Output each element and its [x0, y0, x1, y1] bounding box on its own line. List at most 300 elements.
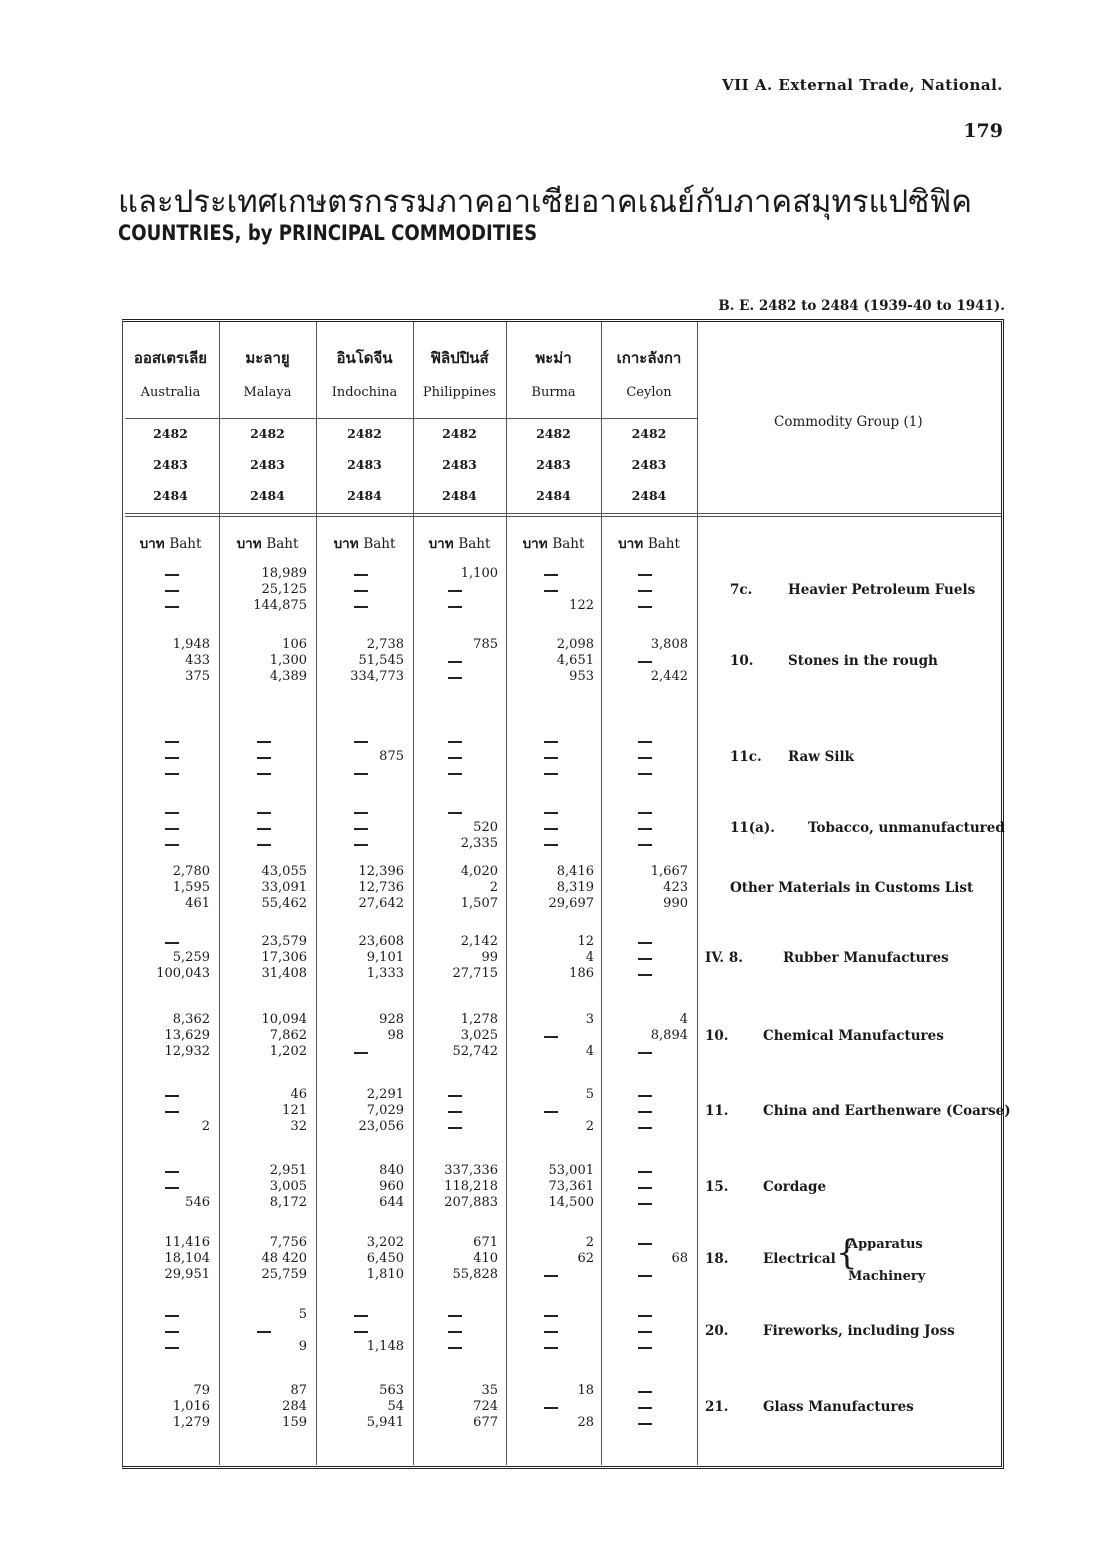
- dash-cell: [448, 590, 462, 592]
- dash-cell: [165, 942, 179, 944]
- dash-cell: [354, 1331, 368, 1333]
- commodity-code: 15.: [705, 1179, 729, 1195]
- table-cell: 2,142: [460, 934, 498, 949]
- dash-cell: [638, 574, 652, 576]
- dash-cell: [448, 812, 462, 814]
- commodity-group-header: Commodity Group (1): [774, 414, 923, 430]
- table-cell: 99: [481, 950, 498, 965]
- dash-cell: [638, 1331, 652, 1333]
- table-cell: 43,055: [261, 864, 307, 879]
- column-header-english: Burma: [531, 385, 576, 400]
- dash-cell: [354, 1052, 368, 1054]
- unit-thai: บาท: [236, 536, 267, 552]
- table-cell: 2,291: [366, 1087, 404, 1102]
- commodity-label: [705, 1323, 955, 1339]
- unit-label: [316, 532, 413, 554]
- dash-cell: [638, 757, 652, 759]
- table-cell: 7,029: [366, 1103, 404, 1118]
- column-header-english: Indochina: [331, 385, 398, 400]
- dash-cell: [544, 1347, 558, 1349]
- dash-cell: [448, 773, 462, 775]
- table-cell: 410: [473, 1251, 498, 1266]
- table-cell: 960: [379, 1179, 404, 1194]
- column-header-thai: พะม่า: [535, 349, 572, 367]
- commodity-code: 21.: [705, 1399, 729, 1415]
- title-thai: และประเทศเกษตรกรรมภาคอาเซียอาคเณย์กับภาคสมุทรแปซิฟิค: [118, 184, 972, 220]
- commodity-label: [705, 1179, 826, 1195]
- table-cell: 9: [298, 1339, 307, 1354]
- dash-cell: [354, 574, 368, 576]
- commodity-code: 11.: [705, 1103, 729, 1119]
- table-cell: 11,416: [164, 1235, 210, 1250]
- table-cell: 14,500: [548, 1195, 594, 1210]
- dash-cell: [638, 974, 652, 976]
- table-cell: 9,101: [366, 950, 404, 965]
- table-cell: 23,579: [261, 934, 307, 949]
- dash-cell: [165, 741, 179, 743]
- dash-cell: [544, 844, 558, 846]
- table-cell: 1,016: [172, 1399, 210, 1414]
- table-cell: 1,279: [172, 1415, 210, 1430]
- dash-cell: [638, 1171, 652, 1173]
- table-cell: 28: [577, 1415, 594, 1430]
- table-cell: 3,808: [650, 637, 688, 652]
- commodity-label: [730, 880, 973, 896]
- table-cell: 159: [282, 1415, 307, 1430]
- commodity-label: [730, 749, 854, 765]
- table-cell: 79: [193, 1383, 210, 1398]
- table-cell: 17,306: [261, 950, 307, 965]
- running-head: VII A. External Trade, National.: [721, 76, 1003, 94]
- table-cell: 644: [379, 1195, 404, 1210]
- table-cell: 29,697: [548, 896, 594, 911]
- dash-cell: [638, 958, 652, 960]
- table-cell: 87: [290, 1383, 307, 1398]
- commodity-name: Raw Silk: [788, 749, 854, 765]
- dash-cell: [638, 1423, 652, 1425]
- commodity-name: Stones in the rough: [788, 653, 938, 669]
- table-cell: 10,094: [261, 1012, 307, 1027]
- unit-thai: บาท: [522, 536, 553, 552]
- commodity-code: 18.: [705, 1251, 729, 1267]
- dash-cell: [257, 741, 271, 743]
- table-cell: 8,319: [556, 880, 594, 895]
- table-cell: 2,780: [172, 864, 210, 879]
- table-cell: 724: [473, 1399, 498, 1414]
- commodity-label: [705, 1399, 914, 1415]
- table-cell: 55,828: [452, 1267, 498, 1282]
- table-cell: 98: [387, 1028, 404, 1043]
- table-cell: 186: [569, 966, 594, 981]
- table-cell: 5: [298, 1307, 307, 1322]
- table-cell: 27,642: [358, 896, 404, 911]
- table-cell: 54: [387, 1399, 404, 1414]
- commodity-name: Cordage: [763, 1179, 827, 1195]
- dash-cell: [544, 773, 558, 775]
- dash-cell: [448, 741, 462, 743]
- dash-cell: [165, 757, 179, 759]
- dash-cell: [638, 828, 652, 830]
- unit-english: Baht: [169, 536, 202, 552]
- column-header-thai: อินโดจีน: [336, 349, 393, 367]
- dash-cell: [448, 1331, 462, 1333]
- dash-cell: [638, 1203, 652, 1205]
- table-cell: 1,148: [366, 1339, 404, 1354]
- table-cell: 2,738: [366, 637, 404, 652]
- column-header-thai: เกาะลังกา: [616, 349, 682, 367]
- table-cell: 3,202: [366, 1235, 404, 1250]
- table-cell: 875: [379, 749, 404, 764]
- table-cell: 461: [185, 896, 210, 911]
- commodity-subitem: Apparatus: [848, 1237, 923, 1252]
- table-cell: 546: [185, 1195, 210, 1210]
- commodity-code: 10.: [730, 653, 754, 669]
- dash-cell: [638, 741, 652, 743]
- table-cell: 4: [585, 950, 594, 965]
- table-cell: 68: [671, 1251, 688, 1266]
- commodity-label: [730, 582, 975, 598]
- table-cell: 520: [473, 820, 498, 835]
- table-cell: 52,742: [452, 1044, 498, 1059]
- commodity-code: 11c.: [730, 749, 762, 765]
- dash-cell: [165, 773, 179, 775]
- dash-cell: [544, 574, 558, 576]
- dash-cell: [165, 1111, 179, 1113]
- table-cell: 8,416: [556, 864, 594, 879]
- table-cell: 785: [473, 637, 498, 652]
- unit-english: Baht: [266, 536, 299, 552]
- dash-cell: [638, 606, 652, 608]
- dash-cell: [165, 574, 179, 576]
- table-cell: 27,715: [452, 966, 498, 981]
- column-divider: [697, 322, 698, 1465]
- table-cell: 33,091: [261, 880, 307, 895]
- dash-cell: [448, 757, 462, 759]
- table-cell: 46: [290, 1087, 307, 1102]
- unit-english: Baht: [647, 536, 680, 552]
- dash-cell: [448, 1111, 462, 1113]
- table-cell: 4: [679, 1012, 688, 1027]
- year-label: 2482: [536, 426, 571, 441]
- dash-cell: [638, 1111, 652, 1113]
- table-cell: 1,948: [172, 637, 210, 652]
- table-cell: 3,025: [460, 1028, 498, 1043]
- dash-cell: [165, 812, 179, 814]
- table-cell: 1,810: [366, 1267, 404, 1282]
- table-cell: 423: [663, 880, 688, 895]
- dash-cell: [638, 661, 652, 663]
- year-label: 2484: [153, 488, 188, 503]
- dash-cell: [544, 1275, 558, 1277]
- year-label: 2484: [442, 488, 477, 503]
- table-cell: 4,651: [556, 653, 594, 668]
- dash-cell: [354, 741, 368, 743]
- table-cell: 3,005: [269, 1179, 307, 1194]
- commodity-label: [705, 1251, 836, 1267]
- column-header-thai: ออสเตรเลีย: [133, 349, 208, 367]
- table-cell: 23,608: [358, 934, 404, 949]
- table-cell: 13,629: [164, 1028, 210, 1043]
- dash-cell: [354, 828, 368, 830]
- table-cell: 2: [585, 1235, 594, 1250]
- table-cell: 1,100: [460, 566, 498, 581]
- table-cell: 23,056: [358, 1119, 404, 1134]
- dash-cell: [354, 773, 368, 775]
- dash-cell: [448, 661, 462, 663]
- commodity-name: Electrical: [763, 1251, 836, 1267]
- table-cell: 2: [489, 880, 498, 895]
- year-label: 2483: [442, 457, 477, 472]
- commodity-label: [730, 820, 1005, 836]
- table-cell: 563: [379, 1383, 404, 1398]
- table-cell: 18: [577, 1383, 594, 1398]
- commodity-code: IV. 8.: [705, 950, 743, 966]
- table-cell: 8,172: [269, 1195, 307, 1210]
- dash-cell: [544, 1111, 558, 1113]
- commodity-label: [730, 653, 938, 669]
- table-cell: 2,442: [650, 669, 688, 684]
- table-cell: 121: [282, 1103, 307, 1118]
- table-cell: 29,951: [164, 1267, 210, 1282]
- table-cell: 4: [585, 1044, 594, 1059]
- dash-cell: [165, 1347, 179, 1349]
- commodity-name: China and Earthenware (Coarse): [763, 1103, 1011, 1119]
- dash-cell: [638, 1187, 652, 1189]
- dash-cell: [638, 1391, 652, 1393]
- table-cell: 118,218: [444, 1179, 498, 1194]
- table-cell: 5,941: [366, 1415, 404, 1430]
- table-cell: 35: [481, 1383, 498, 1398]
- column-header-english: Malaya: [243, 385, 292, 400]
- table-cell: 433: [185, 653, 210, 668]
- unit-english: Baht: [552, 536, 585, 552]
- table-cell: 953: [569, 669, 594, 684]
- dash-cell: [165, 844, 179, 846]
- table-cell: 12: [577, 934, 594, 949]
- commodity-code: 7c.: [730, 582, 753, 598]
- dash-cell: [257, 757, 271, 759]
- dash-cell: [165, 1331, 179, 1333]
- commodity-label: [705, 1103, 1011, 1119]
- table-cell: 31,408: [261, 966, 307, 981]
- unit-english: Baht: [458, 536, 491, 552]
- commodity-name: Fireworks, including Joss: [763, 1323, 955, 1339]
- column-header-thai: มะลายู: [245, 349, 290, 367]
- table-cell: 334,773: [350, 669, 404, 684]
- dash-cell: [638, 1407, 652, 1409]
- table-cell: 12,396: [358, 864, 404, 879]
- table-cell: 2,951: [269, 1163, 307, 1178]
- dash-cell: [257, 773, 271, 775]
- column-header-thai: ฟิลิปปินส์: [430, 349, 489, 367]
- table-cell: 2: [201, 1119, 210, 1134]
- commodity-code: 10.: [705, 1028, 729, 1044]
- year-label: 2483: [347, 457, 382, 472]
- table-cell: 1,507: [460, 896, 498, 911]
- commodity-name: Chemical Manufactures: [763, 1028, 944, 1044]
- table-cell: 1,333: [366, 966, 404, 981]
- unit-thai: บาท: [618, 536, 648, 552]
- dash-cell: [638, 1347, 652, 1349]
- table-cell: 51,545: [358, 653, 404, 668]
- table-cell: 2,098: [556, 637, 594, 652]
- dash-cell: [448, 1127, 462, 1129]
- table-cell: 100,043: [156, 966, 210, 981]
- dash-cell: [165, 590, 179, 592]
- table-cell: 1,202: [269, 1044, 307, 1059]
- unit-english: Baht: [363, 536, 396, 552]
- year-label: 2482: [347, 426, 382, 441]
- table-cell: 144,875: [253, 598, 307, 613]
- commodity-label: [705, 1028, 944, 1044]
- dash-cell: [544, 757, 558, 759]
- table-cell: 25,125: [261, 582, 307, 597]
- table-cell: 1,300: [269, 653, 307, 668]
- unit-label: [601, 532, 697, 554]
- dash-cell: [257, 828, 271, 830]
- dash-cell: [165, 1187, 179, 1189]
- unit-thai: บาท: [139, 536, 170, 552]
- year-label: 2484: [250, 488, 285, 503]
- dash-cell: [354, 1315, 368, 1317]
- table-cell: 73,361: [548, 1179, 594, 1194]
- page-number: 179: [963, 120, 1003, 142]
- dash-cell: [544, 1036, 558, 1038]
- table-cell: 106: [282, 637, 307, 652]
- table-cell: 1,595: [172, 880, 210, 895]
- dash-cell: [165, 828, 179, 830]
- commodity-name: Other Materials in Customs List: [730, 880, 974, 896]
- year-label: 2482: [153, 426, 188, 441]
- commodity-code: 20.: [705, 1323, 729, 1339]
- dash-cell: [257, 844, 271, 846]
- dash-cell: [354, 844, 368, 846]
- dash-cell: [354, 812, 368, 814]
- year-label: 2484: [347, 488, 382, 503]
- dash-cell: [638, 1095, 652, 1097]
- commodity-name: Tobacco, unmanufactured: [808, 820, 1005, 836]
- table-cell: 8,362: [172, 1012, 210, 1027]
- dash-cell: [257, 1331, 271, 1333]
- table-cell: 284: [282, 1399, 307, 1414]
- unit-thai: บาท: [333, 536, 364, 552]
- dash-cell: [638, 773, 652, 775]
- table-cell: 337,336: [444, 1163, 498, 1178]
- table-cell: 32: [290, 1119, 307, 1134]
- dash-cell: [638, 942, 652, 944]
- unit-label: [219, 532, 316, 554]
- table-cell: 12,736: [358, 880, 404, 895]
- unit-label: [122, 532, 219, 554]
- table-cell: 55,462: [261, 896, 307, 911]
- year-label: 2484: [631, 488, 667, 503]
- dash-cell: [165, 606, 179, 608]
- dash-cell: [544, 1407, 558, 1409]
- unit-thai: บาท: [428, 536, 459, 552]
- table-cell: 2: [585, 1119, 594, 1134]
- commodity-name: Rubber Manufactures: [783, 950, 949, 966]
- dash-cell: [165, 1171, 179, 1173]
- dash-cell: [544, 812, 558, 814]
- dash-cell: [638, 812, 652, 814]
- dash-cell: [544, 590, 558, 592]
- commodity-name: Glass Manufactures: [763, 1399, 914, 1415]
- table-cell: 7,862: [269, 1028, 307, 1043]
- dash-cell: [544, 1315, 558, 1317]
- commodity-label: [705, 950, 949, 966]
- commodity-name: Heavier Petroleum Fuels: [788, 582, 976, 598]
- dash-cell: [638, 1315, 652, 1317]
- table-cell: 1,667: [650, 864, 688, 879]
- year-label: 2484: [536, 488, 571, 503]
- table-cell: 48 420: [261, 1251, 307, 1266]
- year-label: 2483: [250, 457, 285, 472]
- dash-cell: [638, 590, 652, 592]
- column-header-english: Philippines: [422, 385, 497, 400]
- dash-cell: [448, 677, 462, 679]
- column-header-english: Australia: [140, 385, 201, 400]
- header-bottom-rule: [125, 513, 1001, 514]
- table-cell: 207,883: [444, 1195, 498, 1210]
- table-cell: 62: [577, 1251, 594, 1266]
- table-cell: 18,104: [164, 1251, 210, 1266]
- year-label: 2482: [442, 426, 477, 441]
- table-cell: 840: [379, 1163, 404, 1178]
- period-label: B. E. 2482 to 2484 (1939-40 to 1941).: [718, 298, 1005, 314]
- column-header-english: Ceylon: [626, 385, 672, 400]
- year-label: 2482: [250, 426, 285, 441]
- table-cell: 3: [585, 1012, 594, 1027]
- table-cell: 1,278: [460, 1012, 498, 1027]
- dash-cell: [448, 1347, 462, 1349]
- table-cell: 4,389: [269, 669, 307, 684]
- table-cell: 2,335: [460, 836, 498, 851]
- table-cell: 25,759: [261, 1267, 307, 1282]
- commodity-code: 11(a).: [730, 820, 776, 836]
- dash-cell: [354, 606, 368, 608]
- year-label: 2483: [536, 457, 571, 472]
- table-cell: 6,450: [366, 1251, 404, 1266]
- title-english: COUNTRIES, by PRINCIPAL COMMODITIES: [118, 221, 538, 245]
- dash-cell: [257, 812, 271, 814]
- table-cell: 122: [569, 598, 594, 613]
- header-bottom-rule-double: [125, 516, 1001, 517]
- unit-label: [506, 532, 601, 554]
- table-cell: 12,932: [164, 1044, 210, 1059]
- brace-glyph: {: [836, 1233, 858, 1273]
- dash-cell: [544, 741, 558, 743]
- table-cell: 4,020: [460, 864, 498, 879]
- dash-cell: [638, 1052, 652, 1054]
- unit-label: [413, 532, 506, 554]
- dash-cell: [638, 1243, 652, 1245]
- table-cell: 671: [473, 1235, 498, 1250]
- table-cell: 375: [185, 669, 210, 684]
- dash-cell: [448, 1315, 462, 1317]
- table-cell: 18,989: [261, 566, 307, 581]
- dash-cell: [544, 828, 558, 830]
- dash-cell: [448, 1095, 462, 1097]
- dash-cell: [354, 590, 368, 592]
- dash-cell: [638, 1127, 652, 1129]
- year-label: 2482: [631, 426, 667, 441]
- table-cell: 53,001: [548, 1163, 594, 1178]
- dash-cell: [165, 1095, 179, 1097]
- year-label: 2483: [631, 457, 667, 472]
- table-cell: 928: [379, 1012, 404, 1027]
- table-cell: 7,756: [269, 1235, 307, 1250]
- table-cell: 990: [663, 896, 688, 911]
